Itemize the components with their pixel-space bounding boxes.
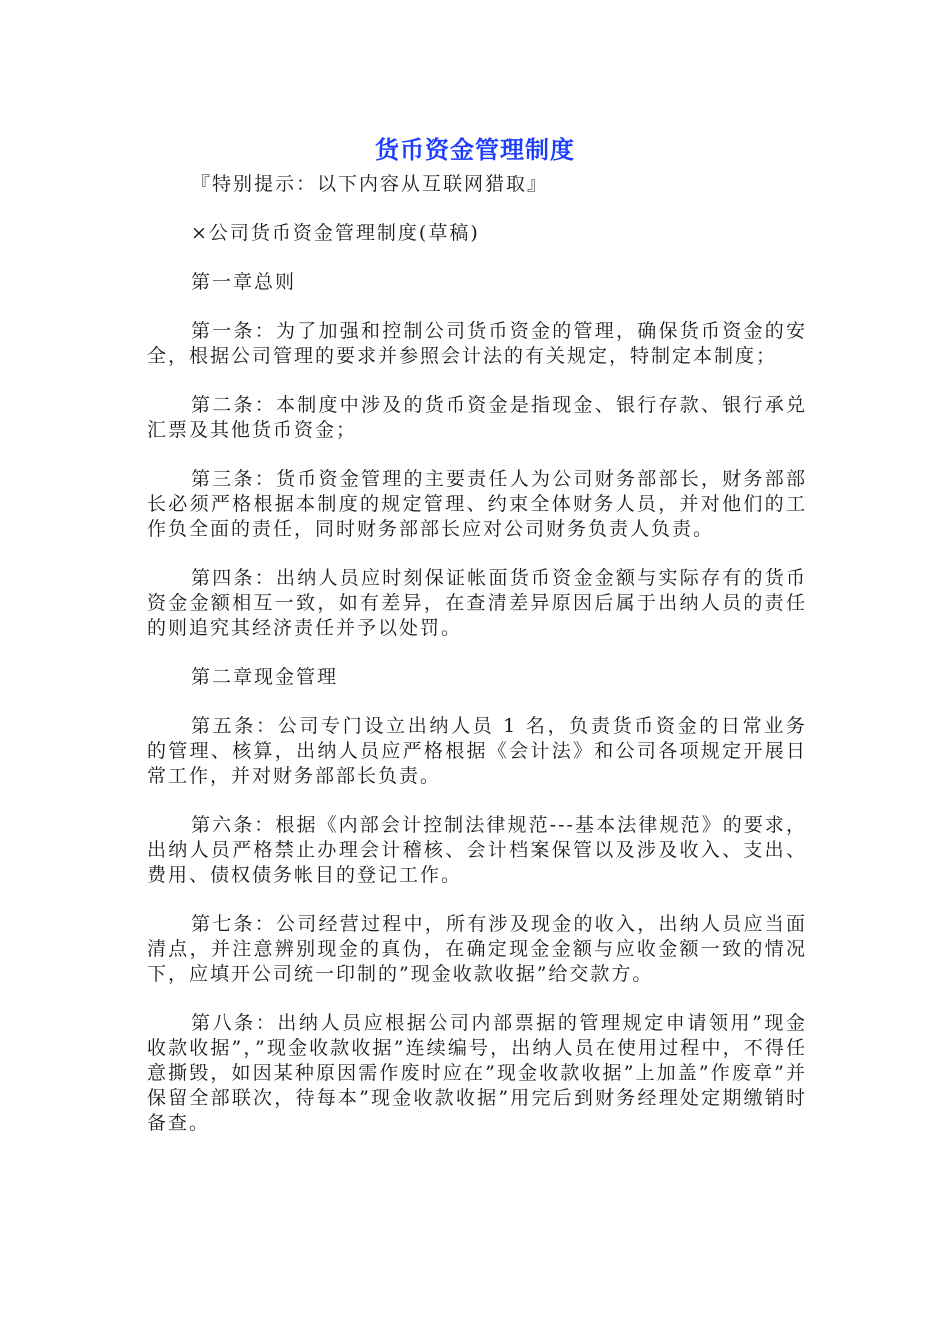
- article-paragraph: 第六条：根据《内部会计控制法律规范---基本法律规范》的要求，出纳人员严格禁止办理会计稽核、会计档案保管以及涉及收入、支出、费用、债权债务帐目的登记工作。: [147, 814, 807, 886]
- article-paragraph: 第四条：出纳人员应时刻保证帐面货币资金金额与实际存有的货币资金金额相互一致，如有差异，在查清差异原因后属于出纳人员的责任的则追究其经济责任并予以处罚。: [147, 567, 807, 639]
- document-body: [147, 172, 807, 1160]
- article-paragraph: 第三条：货币资金管理的主要责任人为公司财务部部长，财务部部长必须严格根据本制度的规定管理、约束全体财务人员，并对他们的工作负全面的责任，同时财务部部长应对公司财务负责人负责。: [147, 468, 807, 540]
- special-notice: 『特别提示：以下内容从互联网猎取』: [191, 173, 549, 195]
- chapter-heading: 第一章总则: [191, 271, 297, 293]
- document-title: 货币资金管理制度: [375, 136, 575, 164]
- draft-heading: ×公司货币资金管理制度(草稿): [191, 222, 480, 244]
- article-paragraph: 第二条：本制度中涉及的货币资金是指现金、银行存款、银行承兑汇票及其他货币资金；: [147, 394, 807, 441]
- article-paragraph: 第八条：出纳人员应根据公司内部票据的管理规定申请领用”现金收款收据”，”现金收款收据”连续编号，出纳人员在使用过程中，不得任意撕毁，如因某种原因需作废时应在”现金收款收据”上加盖”作废章”并保留全部联次，待每本”现金收款收据”用完后到财务经理处定期缴销时备查。: [147, 1012, 807, 1134]
- article-paragraph: 第七条：公司经营过程中，所有涉及现金的收入，出纳人员应当面清点，并注意辨别现金的真伪，在确定现金金额与应收金额一致的情况下，应填开公司统一印制的”现金收款收据”给交款方。: [147, 913, 807, 985]
- article-paragraph: 第一条：为了加强和控制公司货币资金的管理，确保货币资金的安全，根据公司管理的要求并参照会计法的有关规定，特制定本制度；: [147, 320, 807, 367]
- chapter-heading: 第二章现金管理: [191, 666, 339, 688]
- article-paragraph: 第五条：公司专门设立出纳人员 1 名，负责货币资金的日常业务的管理、核算，出纳人员应严格根据《会计法》和公司各项规定开展日常工作，并对财务部部长负责。: [147, 715, 807, 787]
